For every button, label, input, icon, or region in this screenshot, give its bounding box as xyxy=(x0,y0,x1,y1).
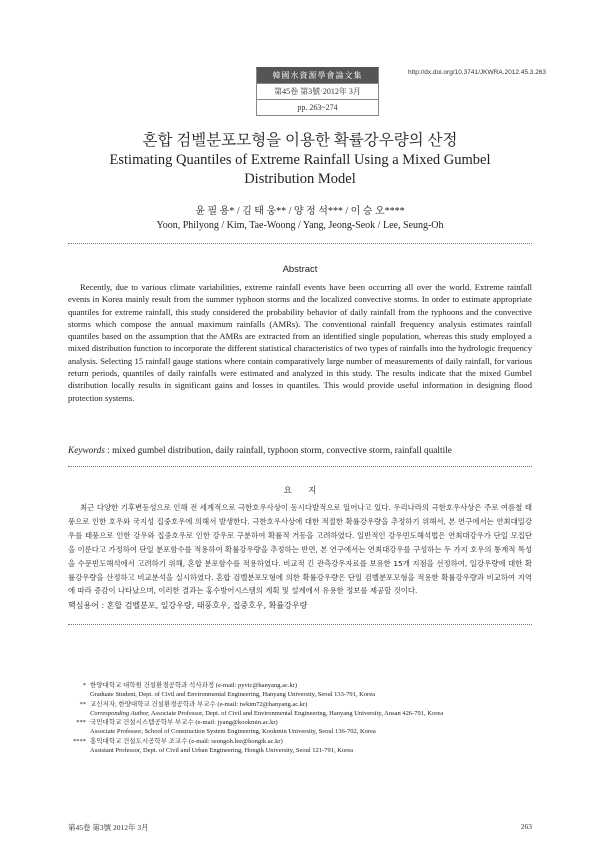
divider-top xyxy=(68,243,532,244)
title-korean: 혼합 검벨분포모형을 이용한 확률강우량의 산정 xyxy=(142,132,458,149)
footnotes xyxy=(68,681,548,755)
abstract-text: Recently, due to various climate variabilities, extreme rainfall events have been occurring all over the world. Extreme rainfall events in Korea mainly result from the summer typhoon storms and the localized convective storms. In order to estimate appropriate quantiles for extreme rainfall, this study considered the probability behavior of daily rainfall from the typhoons and the convective storms which compose the annual maximum rainfalls (AMRs). The conventional rainfall frequency analysis estimates rainfall quantiles based on the assumption that the AMRs are extracted from an identified single population, whereas this study employed a mixed distribution function to incorporate the different statistical characteristics of two types of rainfalls into the hydrologic frequency analysis. Selecting 15 rainfall gauge stations where contain comparatively large number of measurements of daily rainfall, for various return periods, quantiles of daily rainfalls were estimated and analyzed in this study. The results indicate that the mixed Gumbel distribution locally results in significant gains and losses in quantiles. This would provide useful information in designing flood protection systems. xyxy=(68,282,532,403)
title-english xyxy=(0,151,600,189)
title-english-line1: Estimating Quantiles of Extreme Rainfall Using a Mixed Gumbel xyxy=(109,152,491,168)
footnote-2-en: Corresponding Author, Associate Professor, Dept. of Civil and Environmental Engineering, Hanyang University, Ansan 426-791, Korea xyxy=(90,709,444,717)
authors-korean: 윤 필 용* / 김 태 웅** / 양 정 석*** / 이 승 오**** xyxy=(195,206,405,217)
journal-volume: 第45卷 第3號·2012年 3月 xyxy=(256,84,379,100)
footnote-1-en: Graduate Student, Dept. of Civil and Environmental Engineering, Hanyang University, Seoul 133-791, Korea xyxy=(90,691,375,699)
yoji-heading: 요 지 xyxy=(283,486,317,496)
keywords-korean xyxy=(68,600,307,611)
footnote-3-en: Associate Professor, School of Construction System Engineering, Kookmin University, Seoul 136-702, Korea xyxy=(90,728,376,736)
authors-english: Yoon, Philyong / Kim, Tae-Woong / Yang, Jeong-Seok / Lee, Seung-Oh xyxy=(156,220,444,231)
footnote-4-ko: **** 홍익대학교 건설도시공학부 조교수 (e-mail: seungoh.lee@hongik.ac.kr) xyxy=(73,737,283,745)
divider-bottom xyxy=(68,624,532,625)
keywords xyxy=(68,446,532,456)
keywords-korean-text: : 혼합 검벨분포, 일강우량, 태풍호우, 집중호우, 확률강우량 xyxy=(101,601,308,610)
yoji-text: 최근 다양한 기후변동성으로 인해 전 세계적으로 극한호우사상이 동시다발적으로 일어나고 있다. 우리나라의 극한호우사상은 주로 여름철 태풍으로 인한 호우와 국지성 집중호우에 의해서 발생한다. 극한호우사상에 대한 적절한 확률강우량을 추정하기 위해서, 본 연구에서는 연최대일강우를 태풍으로 인한 강우와 집중호우로 인한 강우로 구분하여 확률적 거동을 고려하였다. 일반적인 강우빈도해석법은 연최대강우가 단일 모집단을 이룬다고 가정하여 단일 분포함수를 적용하여 확률강우량을 추정하는 반면, 본 연구에서는 연최대강우를 구성하는 두 가지 호우의 통계적 특성을 수문빈도해석에서 고려하기 위해, 혼합 분포함수를 적용하였다. 비교적 긴 관측강우자료를 보유한 15개 지점을 선정하여, 일강우량에 대한 확률강우량을 산정하고 비교분석을 실시하였다. 혼합 검벨분포모형에 의한 확률강우량은 단일 검벨분포모형을 적용한 확률강우량과 비교하여 지역에 따라 증감이 나타났으며, 이러한 결과는 홍수방어시스템의 계획 및 설계에서 유용한 정보를 제공할 것이다. xyxy=(68,503,532,596)
page-number: 263 xyxy=(520,822,532,831)
doi-link[interactable]: http://dx.doi.org/10.3741/JKWRA.2012.45.3.263 xyxy=(408,69,547,76)
footnote-1-ko: * 한양대학교 대학원 건설환경공학과 석사과정 (e-mail: pyvic@hanyang.ac.kr) xyxy=(82,682,298,689)
footer-volume: 第45卷 第3號 2012年 3月 xyxy=(68,823,149,832)
abstract-heading: Abstract xyxy=(282,264,318,275)
footnote-4-en: Assistant Professor, Dept. of Civil and Urban Engineering, Hongik University, Seoul 121-791, Korea xyxy=(90,747,354,755)
journal-name: 韓國水資源學會論文集 xyxy=(256,67,379,84)
footnote-3-ko: *** 국민대학교 건설시스템공학부 부교수 (e-mail: jyang@kookmin.ac.kr) xyxy=(76,719,278,727)
keywords-text: : mixed gumbel distribution, daily rainfall, typhoon storm, convective storm, rainfall qualtile xyxy=(107,446,452,456)
title-english-line2: Distribution Model xyxy=(244,171,356,187)
divider-keywords xyxy=(68,466,532,467)
keywords-label: Keywords xyxy=(68,446,105,456)
journal-info-box xyxy=(256,67,379,116)
footnote-2-ko: ** 교신저자, 한양대학교 건설환경공학과 부교수 (e-mail: twkim72@hanyang.ac.kr) xyxy=(79,700,308,708)
keywords-korean-label: 핵심용어 xyxy=(68,601,99,610)
journal-pages: pp. 263~274 xyxy=(256,100,379,116)
